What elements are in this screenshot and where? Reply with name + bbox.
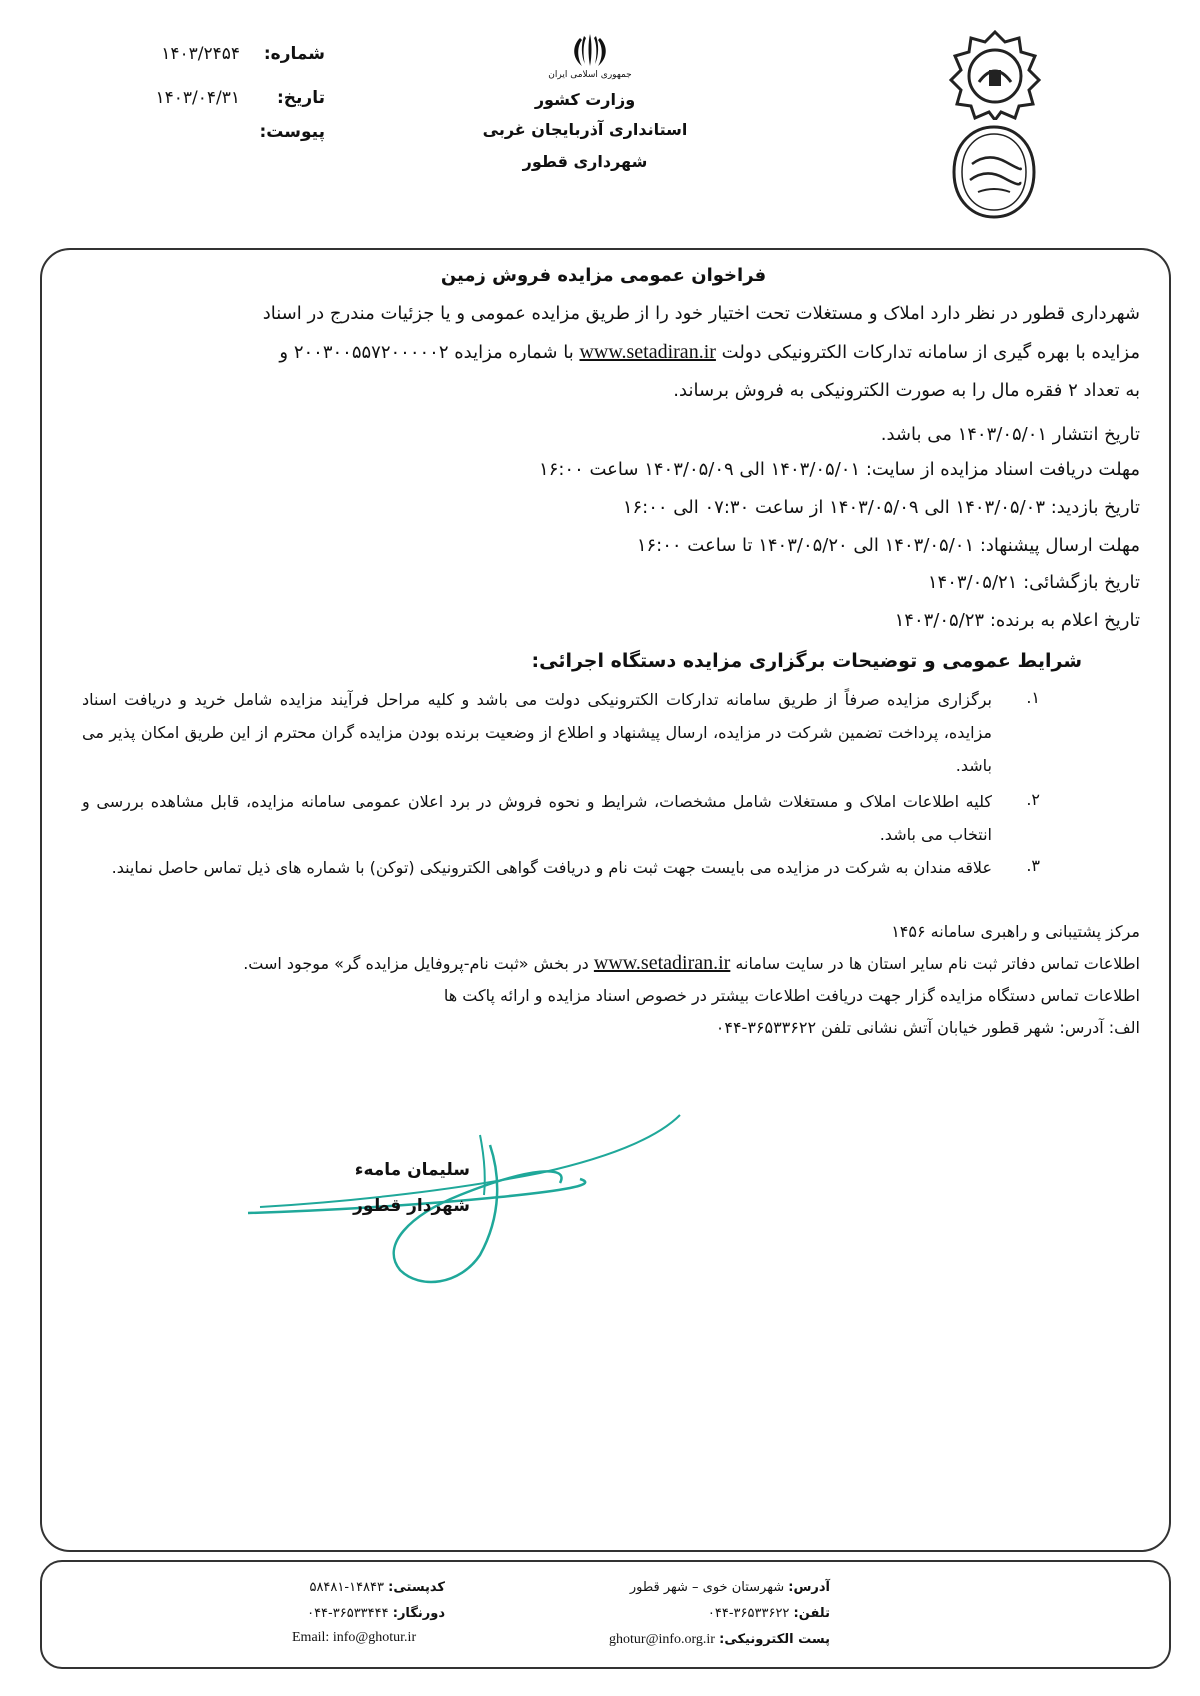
page-title: فراخوان عمومی مزایده فروش زمین (440, 265, 767, 286)
municipality-logo (945, 30, 1045, 120)
iran-emblem-icon (568, 30, 612, 70)
attachment-label: پیوست: (259, 122, 325, 142)
org-line-municipality: شهرداری قطور (522, 152, 648, 171)
schedule-winner: تاریخ اعلام به برنده: ۱۴۰۳/۰۵/۲۳ (894, 610, 1140, 631)
date-value: ۱۴۰۳/۰۴/۳۱ (155, 88, 240, 108)
schedule-submit: مهلت ارسال پیشنهاد: ۱۴۰۳/۰۵/۰۱ الی ۱۴۰۳/۰۵/۲۰ تا ساعت ۱۶:۰۰ (636, 535, 1140, 556)
offices-contact (82, 952, 1140, 975)
intro-paragraph (82, 295, 1140, 410)
footer-postal-value: ۱۴۸۴۳-۵۸۴۸۱ (309, 1580, 385, 1595)
footer-email-label: پست الکترونیکی: (719, 1632, 830, 1647)
footer-postal (285, 1580, 445, 1595)
emblem-caption: جمهوری اسلامی ایران (548, 70, 632, 80)
conditions-title: شرایط عمومی و توضیحات برگزاری مزایده دستگاه اجرائی: (531, 650, 1082, 672)
organizer-contact: اطلاعات تماس دستگاه مزایده گزار جهت دریافت اطلاعات بیشتر در خصوص اسناد مزایده و ارائه پاکت ها (443, 986, 1140, 1005)
footer-address-value: شهرستان خوی – شهر قطور (629, 1580, 785, 1595)
signature (240, 1105, 710, 1295)
setadiran-link[interactable]: www.setadiran.ir (579, 341, 716, 363)
organizer-address: الف: آدرس: شهر قطور خیابان آتش نشانی تلفن ۳۶۵۳۳۶۲۲-۰۴۴ (715, 1018, 1140, 1037)
setadiran-link-2[interactable]: www.setadiran.ir (593, 952, 731, 974)
footer-phone-value: ۳۶۵۳۳۶۲۲-۰۴۴ (707, 1606, 790, 1621)
condition-2-number: ۲. (1026, 790, 1040, 809)
number-label: شماره: (263, 44, 325, 64)
schedule-opening: تاریخ بازگشائی: ۱۴۰۳/۰۵/۲۱ (927, 572, 1140, 593)
schedule-docs: مهلت دریافت اسناد مزایده از سایت: ۱۴۰۳/۰۵/۰۱ الی ۱۴۰۳/۰۵/۰۹ ساعت ۱۶:۰۰ (539, 459, 1140, 480)
offices-contact-a: اطلاعات تماس دفاتر ثبت نام سایر استان ها در سایت سامانه (735, 954, 1140, 973)
footer-postal-label: کدپستی: (388, 1580, 445, 1595)
signer-role: شهردار قطور (353, 1196, 470, 1216)
schedule-visit: تاریخ بازدید: ۱۴۰۳/۰۵/۰۳ الی ۱۴۰۳/۰۵/۰۹ از ساعت ۰۷:۳۰ الی ۱۶:۰۰ (622, 497, 1140, 518)
footer-phone (600, 1606, 830, 1621)
number-value: ۱۴۰۳/۲۴۵۴ (161, 44, 240, 64)
condition-3-number: ۳. (1026, 856, 1040, 875)
condition-1-text: برگزاری مزایده صرفاً از طریق سامانه تدارکات الکترونیکی دولت می باشد و کلیه مراحل فرآیند مزایده شامل خرید و دریافت اسناد مزایده، پرداخت تضمین شرکت در مزایده، ارسال پیشنهاد و اطلاع از وضعیت برنده بودن مزایده گران محترم از این طریق امکان پذیر می باشد. (82, 690, 992, 775)
org-line-ministry: وزارت کشور (534, 90, 636, 109)
condition-2-text: کلیه اطلاعات املاک و مستغلات شامل مشخصات، شرایط و نحوه فروش در برد اعلان عمومی سامانه مزایده، قابل مشاهده بررسی و انتخاب می باشد. (82, 792, 992, 844)
intro-line-3: به تعداد ۲ فقره مال را به صورت الکترونیکی به فروش برساند. (673, 380, 1140, 401)
intro-line-2a: مزایده با بهره گیری از سامانه تدارکات الکترونیکی دولت (721, 342, 1140, 363)
date-label: تاریخ: (277, 88, 325, 108)
signer-name: سلیمان مامهء (354, 1160, 470, 1180)
footer-fax-value: ۳۶۵۳۳۴۴۴-۰۴۴ (307, 1606, 389, 1621)
footer-fax (285, 1606, 445, 1621)
footer-address-label: آدرس: (788, 1580, 830, 1595)
condition-3-text: علاقه مندان به شرکت در مزایده می بایست جهت ثبت نام و دریافت گواهی الکترونیکی (توکن) با شماره های ذیل تماس حاصل نمایند. (111, 858, 992, 877)
slogan-stamp (948, 124, 1040, 220)
footer-email-value[interactable]: ghotur@info.org.ir (609, 1632, 715, 1647)
footer-fax-label: دورنگار: (392, 1606, 445, 1621)
offices-contact-b: در بخش «ثبت نام-پروفایل مزایده گر» موجود است. (243, 954, 589, 973)
schedule-publish: تاریخ انتشار ۱۴۰۳/۰۵/۰۱ می باشد. (880, 424, 1140, 445)
footer-email (600, 1632, 830, 1648)
support-center: مرکز پشتیبانی و راهبری سامانه ۱۴۵۶ (891, 922, 1140, 941)
footer-phone-label: تلفن: (793, 1606, 830, 1621)
footer-address (600, 1580, 830, 1595)
condition-1-number: ۱. (1026, 688, 1040, 707)
footer-email-2[interactable]: Email: info@ghotur.ir (292, 1630, 417, 1645)
intro-line-2b: با شماره مزایده ۲۰۰۳۰۰۵۵۷۲۰۰۰۰۰۲ و (279, 342, 574, 363)
intro-line-1: شهرداری قطور در نظر دارد املاک و مستغلات تحت اختیار خود را از طریق مزایده عمومی و یا جزئیات مندرج در اسناد (262, 303, 1140, 324)
intro-line-2 (82, 333, 1140, 372)
org-line-governorate: استانداری آذربایجان غربی (482, 120, 688, 139)
